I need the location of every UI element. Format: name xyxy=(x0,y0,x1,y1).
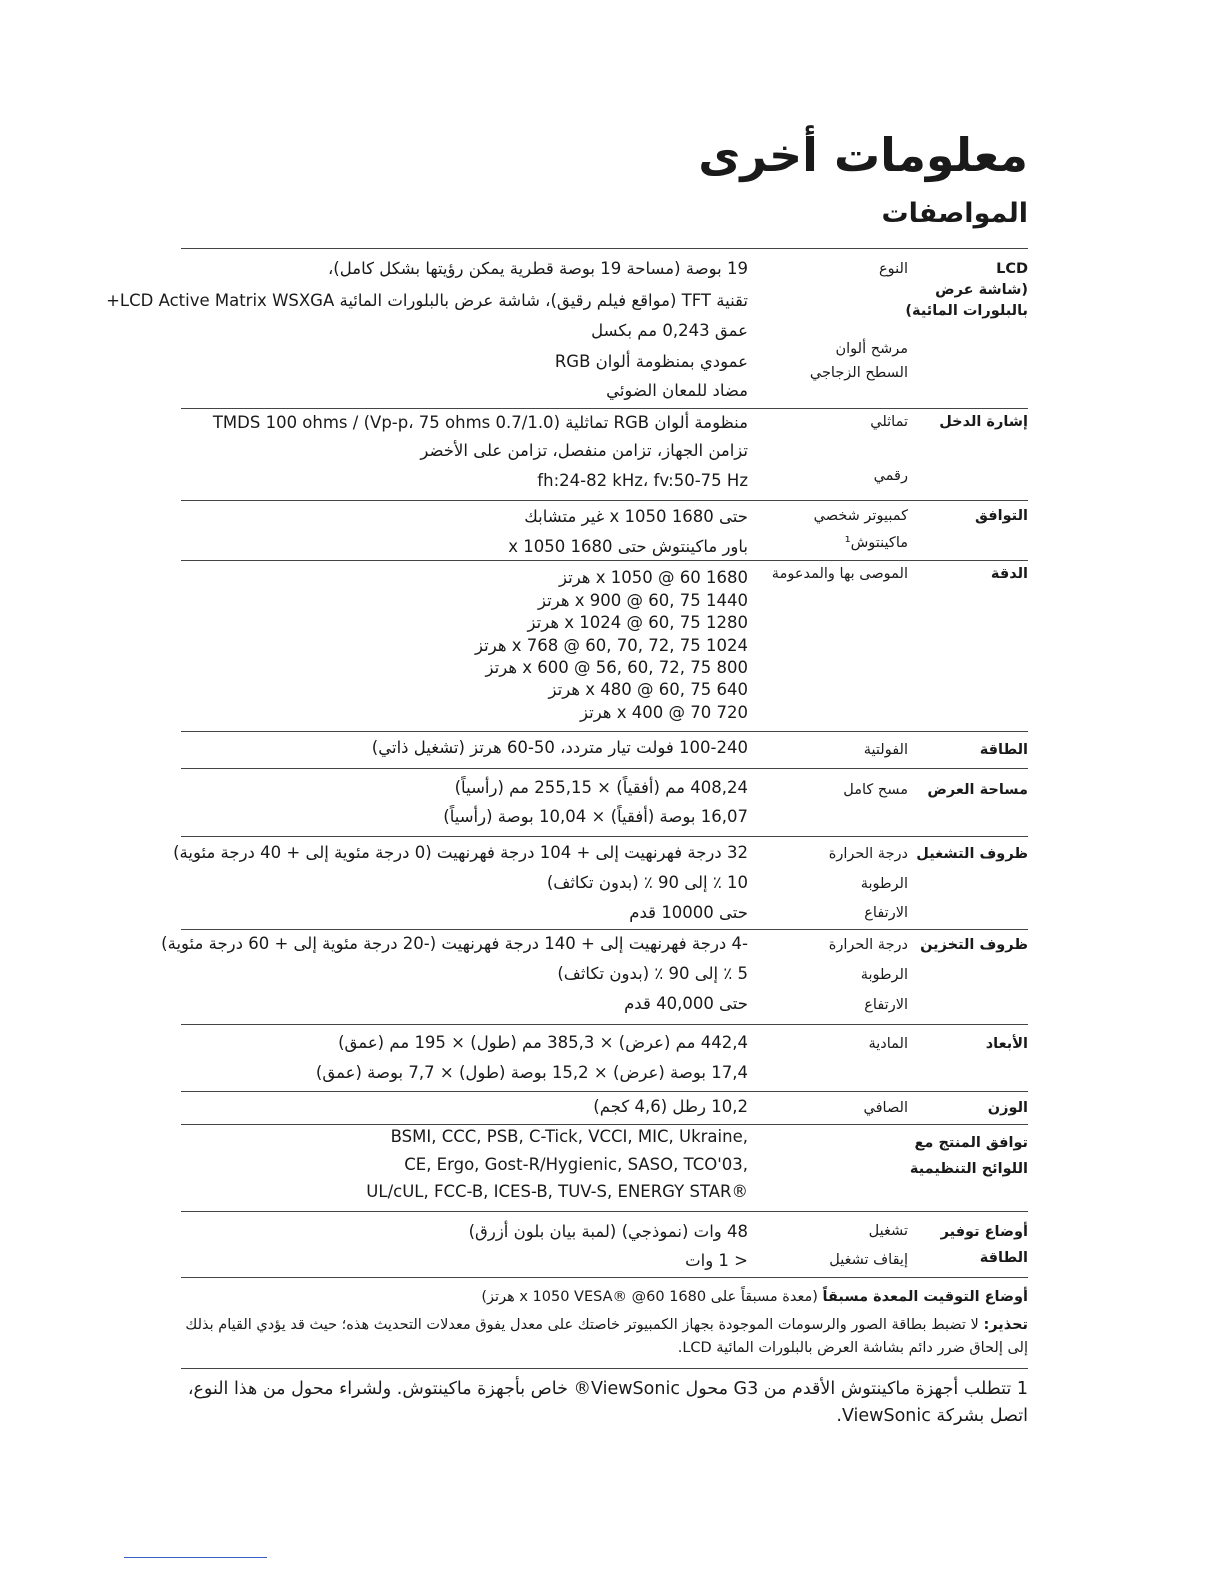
spec-category-dimensions: الأبعاد xyxy=(985,1036,1028,1052)
spec-label-pc: كمبيوتر شخصي xyxy=(813,508,908,524)
resolution-line: 1440 x 900 @ 60, 75 هرتز xyxy=(538,591,748,610)
spec-value-line: منظومة ألوان RGB تماثلية (0.7/1.0 Vp-p، 75 ohms) / TMDS 100 ohms xyxy=(212,413,748,432)
spec-value-line: < 1 وات xyxy=(685,1251,748,1270)
spec-value-line: تزامن الجهاز، تزامن منفصل، تزامن على الأخضر xyxy=(420,441,748,460)
row-divider xyxy=(181,408,1028,409)
resolution-line: 800 x 600 @ 56, 60, 72, 75 هرتز xyxy=(485,658,748,677)
row-divider xyxy=(181,929,1028,930)
spec-label-voltage: الفولتية xyxy=(863,742,908,758)
spec-category-lcd: LCD (شاشة عرض بالبلورات المائية) xyxy=(905,261,1028,319)
preset-timing-text: (معدة مسبقاً على 1680 x 1050 VESA® @60 هرتز) xyxy=(481,1289,818,1305)
regulation-line: CE, Ergo, Gost-R/Hygienic, SASO, TCO'03, xyxy=(404,1155,748,1174)
footnote-line: 1 تتطلب أجهزة ماكينتوش الأقدم من G3 محول ViewSonic® خاص بأجهزة ماكينتوش. ولشراء محول من هذا النوع، xyxy=(187,1379,1028,1399)
spec-label-resolution: الموصى بها والمدعومة xyxy=(771,566,908,582)
spec-category-compat: التوافق xyxy=(975,508,1028,524)
spec-value-line: 17,4 بوصة (عرض) × 15,2 بوصة (طول) × 7,7 بوصة (عمق) xyxy=(315,1063,748,1082)
spec-value-line: حتى 1680 x 1050 غير متشابك xyxy=(524,507,748,526)
spec-value-line: عمق 0,243 مم بكسل xyxy=(591,321,748,340)
spec-label-on: تشغيل xyxy=(868,1223,908,1239)
spec-value-line: باور ماكينتوش حتى 1680 x 1050 xyxy=(508,537,748,556)
row-divider xyxy=(181,1277,1028,1278)
resolution-line: 1024 x 768 @ 60, 70, 72, 75 هرتز xyxy=(475,636,748,655)
spec-category-operating: ظروف التشغيل xyxy=(916,846,1028,862)
spec-value-line: 442,4 مم (عرض) × 385,3 مم (طول) × 195 مم (عمق) xyxy=(338,1033,748,1052)
row-divider xyxy=(181,731,1028,732)
spec-value-line: حتى 40,000 قدم xyxy=(624,994,748,1013)
spec-value-line: 32 درجة فهرنهيت إلى + 104 درجة فهرنهيت (0 درجة مئوية إلى + 40 درجة مئوية) xyxy=(173,843,748,862)
spec-value-line: 10 ٪ إلى 90 ٪ (بدون تكاثف) xyxy=(546,873,748,892)
regulation-line: UL/cUL, FCC-B, ICES-B, TUV-S, ENERGY STAR® xyxy=(366,1182,748,1201)
spec-value-line: حتى 10000 قدم xyxy=(629,903,748,922)
spec-value-line: تقنية TFT (مواقع فيلم رقيق)، شاشة عرض بالبلورات المائية LCD Active Matrix WSXGA+ xyxy=(106,291,748,310)
section-title: المواصفات xyxy=(881,198,1028,229)
spec-label-type: النوع xyxy=(879,261,908,277)
spec-category-weight: الوزن xyxy=(987,1100,1028,1116)
warning-note xyxy=(181,1314,1028,1360)
spec-label-humidity: الرطوبة xyxy=(860,876,908,892)
spec-value-line: 408,24 مم (أفقياً) × 255,15 مم (رأسياً) xyxy=(454,778,748,797)
resolution-line: 1680 x 1050 @ 60 هرتز xyxy=(559,568,748,587)
spec-value-line: 5 ٪ إلى 90 ٪ (بدون تكاثف) xyxy=(557,964,748,983)
spec-label-color-filter: مرشح ألوان السطح الزجاجي xyxy=(809,341,908,381)
spec-label-temperature: درجة الحرارة xyxy=(828,937,908,953)
spec-value-line: مضاد للمعان الضوئي xyxy=(606,381,748,400)
spec-label-digital: رقمي xyxy=(873,468,908,484)
preset-timing-note xyxy=(481,1289,1028,1305)
spec-value-frequency: fh:24-82 kHz، fv:50-75 Hz xyxy=(537,471,748,490)
row-divider xyxy=(181,500,1028,501)
spec-label-altitude: الارتفاع xyxy=(864,905,908,921)
spec-value-line: 48 وات (نموذجي) (لمبة بيان بلون أزرق) xyxy=(468,1222,748,1241)
row-divider xyxy=(181,836,1028,837)
page-title: معلومات أخرى xyxy=(698,128,1028,182)
resolution-line: 720 x 400 @ 70 هرتز xyxy=(580,703,748,722)
spec-label-mac: ماكينتوش¹ xyxy=(844,535,908,551)
spec-value-line: عمودي بمنظومة ألوان RGB xyxy=(554,352,748,371)
spec-label-analog: تماثلي xyxy=(870,414,908,430)
regulation-line: BSMI, CCC, PSB, C-Tick, VCCI, MIC, Ukraine, xyxy=(390,1127,748,1146)
spec-label-humidity: الرطوبة xyxy=(860,967,908,983)
spec-label-temperature: درجة الحرارة xyxy=(828,846,908,862)
row-divider xyxy=(181,1124,1028,1125)
spec-value-line: 19 بوصة (مساحة 19 بوصة قطرية يمكن رؤيتها بشكل كامل)، xyxy=(327,259,748,278)
resolution-line: 640 x 480 @ 60, 75 هرتز xyxy=(548,680,748,699)
spec-value-line: 16,07 بوصة (أفقياً) × 10,04 بوصة (رأسياً) xyxy=(443,807,748,826)
spec-label-full-scan: مسح كامل xyxy=(843,782,908,798)
spec-label-altitude: الارتفاع xyxy=(864,997,908,1013)
table-bottom-rule xyxy=(181,1368,1028,1369)
table-top-rule xyxy=(181,248,1028,249)
warning-label: تحذير: xyxy=(983,1317,1028,1333)
resolution-line: 1280 x 1024 @ 60, 75 هرتز xyxy=(527,613,748,632)
footnote-line: اتصل بشركة ViewSonic. xyxy=(836,1406,1028,1426)
preset-timing-title: أوضاع التوقيت المعدة مسبقاً xyxy=(822,1289,1028,1305)
row-divider xyxy=(181,768,1028,769)
spec-category-input: إشارة الدخل xyxy=(939,414,1028,430)
spec-label-off: إيقاف تشغيل xyxy=(829,1252,908,1268)
row-divider xyxy=(181,1091,1028,1092)
spec-label-physical: المادية xyxy=(868,1036,908,1052)
spec-value-line: 10,2 رطل (4,6 كجم) xyxy=(593,1097,748,1116)
spec-category-regulations: توافق المنتج مع اللوائح التنظيمية xyxy=(909,1135,1028,1177)
page-footer-rule xyxy=(124,1557,267,1558)
warning-text: لا تضبط بطاقة الصور والرسومات الموجودة بجهاز الكمبيوتر خاصتك على معدل يفوق معدلات التحديث هذه؛ حيث قد يؤدي القيام بذلك إلى إلحاق ضرر دائم بشاشة العرض بالبلورات المائية LCD. xyxy=(185,1317,1028,1356)
spec-category-resolution: الدقة xyxy=(990,566,1028,582)
spec-category-storage: ظروف التخزين xyxy=(920,937,1028,953)
spec-value-line: 100-240 فولت تيار متردد، 50-60 هرتز (تشغيل ذاتي) xyxy=(371,738,748,757)
spec-label-net: الصافي xyxy=(863,1100,908,1116)
spec-value-line: -4 درجة فهرنهيت إلى + 140 درجة فهرنهيت (-20 درجة مئوية إلى + 60 درجة مئوية) xyxy=(161,934,748,953)
row-divider xyxy=(181,560,1028,561)
row-divider xyxy=(181,1211,1028,1212)
row-divider xyxy=(181,1024,1028,1025)
spec-category-display-area: مساحة العرض xyxy=(927,782,1028,798)
spec-category-power: الطاقة xyxy=(979,742,1028,758)
spec-category-power-saving: أوضاع توفير الطاقة xyxy=(940,1224,1028,1266)
